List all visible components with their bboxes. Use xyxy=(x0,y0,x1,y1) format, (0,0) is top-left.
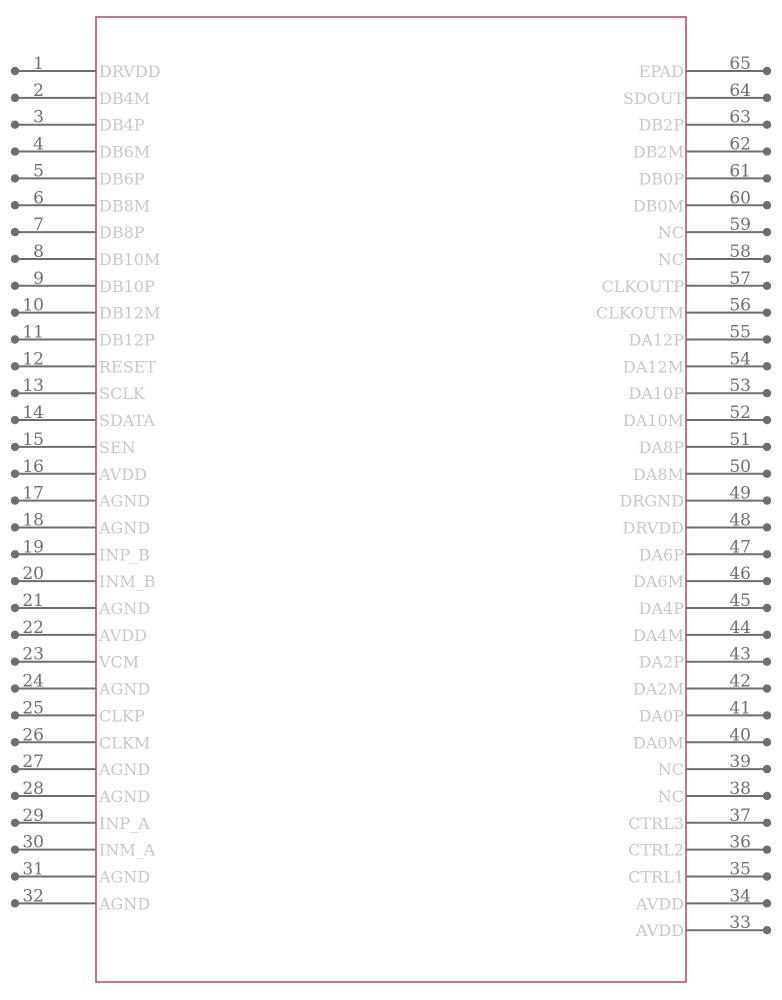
pin-endpoint-dot xyxy=(11,604,19,612)
pin-endpoint-dot xyxy=(11,94,19,102)
pin-number: 61 xyxy=(729,161,751,182)
pin-2 xyxy=(11,81,150,108)
pin-name: DB0P xyxy=(638,169,684,189)
pin-name: DA2M xyxy=(633,679,684,699)
pin-name: AGND xyxy=(99,518,151,538)
pin-55 xyxy=(628,323,771,350)
pin-38 xyxy=(658,779,771,806)
pin-endpoint-dot xyxy=(11,819,19,827)
pin-endpoint-dot xyxy=(763,362,771,370)
pin-number: 34 xyxy=(729,886,751,907)
pin-endpoint-dot xyxy=(11,550,19,558)
pin-endpoint-dot xyxy=(763,711,771,719)
pin-number: 28 xyxy=(22,778,44,799)
pin-7 xyxy=(11,215,145,242)
pin-44 xyxy=(633,618,771,645)
pin-endpoint-dot xyxy=(763,201,771,209)
pin-26 xyxy=(11,725,150,752)
pin-number: 14 xyxy=(22,403,44,424)
pin-endpoint-dot xyxy=(763,845,771,853)
pin-name: VCM xyxy=(99,652,140,672)
pin-53 xyxy=(628,376,771,403)
pin-35 xyxy=(628,860,771,887)
pin-name: INP_A xyxy=(99,813,150,833)
pin-endpoint-dot xyxy=(11,308,19,316)
pin-51 xyxy=(639,430,772,457)
pin-number: 4 xyxy=(33,134,44,155)
pin-name: AGND xyxy=(99,867,151,887)
pin-number: 41 xyxy=(729,698,751,719)
pin-name: CLKM xyxy=(99,733,151,753)
pin-endpoint-dot xyxy=(763,631,771,639)
pin-endpoint-dot xyxy=(11,67,19,75)
pin-endpoint-dot xyxy=(11,470,19,478)
pin-name: NC xyxy=(657,786,684,806)
ic-body-outline xyxy=(96,17,686,982)
pin-number: 37 xyxy=(729,805,751,826)
pin-endpoint-dot xyxy=(763,470,771,478)
pin-54 xyxy=(623,349,771,376)
pin-name: NC xyxy=(657,760,684,780)
pin-number: 35 xyxy=(729,859,751,880)
pin-number: 38 xyxy=(729,778,751,799)
pin-number: 11 xyxy=(22,322,44,343)
pin-58 xyxy=(658,242,771,269)
pin-name: DA6M xyxy=(633,572,684,592)
pin-25 xyxy=(11,698,145,725)
pin-endpoint-dot xyxy=(11,738,19,746)
pin-endpoint-dot xyxy=(763,523,771,531)
pin-4 xyxy=(11,135,150,162)
pin-endpoint-dot xyxy=(763,443,771,451)
pin-name: DB4P xyxy=(99,115,145,135)
pin-endpoint-dot xyxy=(763,577,771,585)
pin-endpoint-dot xyxy=(763,416,771,424)
pin-name: DA12P xyxy=(628,330,684,350)
pin-name: CTRL1 xyxy=(628,867,684,887)
pin-endpoint-dot xyxy=(11,765,19,773)
pin-31 xyxy=(11,860,150,887)
pin-number: 16 xyxy=(22,456,44,477)
pin-name: DA10M xyxy=(622,411,684,431)
pin-name: AGND xyxy=(99,599,151,618)
pin-endpoint-dot xyxy=(763,819,771,827)
pin-23 xyxy=(11,645,139,672)
pin-name: AGND xyxy=(99,894,151,914)
pin-name: INM_B xyxy=(99,572,156,592)
pin-59 xyxy=(658,215,771,242)
pin-10 xyxy=(11,296,161,323)
pin-endpoint-dot xyxy=(763,738,771,746)
pin-endpoint-dot xyxy=(763,792,771,800)
pin-65 xyxy=(639,54,772,81)
pin-1 xyxy=(11,54,161,81)
pin-name: INM_A xyxy=(99,840,156,860)
pin-24 xyxy=(11,672,150,699)
pin-name: DA8P xyxy=(638,437,684,457)
pin-name: SEN xyxy=(99,437,136,457)
pin-40 xyxy=(633,725,771,752)
pin-endpoint-dot xyxy=(763,389,771,397)
pin-name: AGND xyxy=(99,679,151,699)
pin-number: 54 xyxy=(729,349,751,370)
pin-number: 29 xyxy=(22,805,44,826)
pin-20 xyxy=(11,564,156,591)
pin-endpoint-dot xyxy=(11,711,19,719)
pin-name: DA12M xyxy=(622,357,684,377)
pin-endpoint-dot xyxy=(763,308,771,316)
pin-name: NC xyxy=(657,223,684,243)
pin-number: 8 xyxy=(33,241,44,262)
pin-number: 10 xyxy=(22,295,44,316)
pin-6 xyxy=(11,188,150,215)
pin-number: 6 xyxy=(33,188,44,209)
pin-3 xyxy=(11,108,145,135)
pin-endpoint-dot xyxy=(11,416,19,424)
pin-39 xyxy=(658,752,771,779)
pin-name: DRGND xyxy=(619,491,684,511)
pin-11 xyxy=(11,323,155,350)
pin-27 xyxy=(11,752,150,779)
pin-number: 13 xyxy=(22,376,44,397)
pin-name: CLKP xyxy=(99,706,145,726)
pin-endpoint-dot xyxy=(763,121,771,129)
pin-number: 53 xyxy=(729,376,751,397)
pin-name: AVDD xyxy=(636,894,684,914)
pin-name: DB10M xyxy=(99,249,161,269)
pin-name: RESET xyxy=(99,357,157,377)
pin-22 xyxy=(11,618,147,645)
pin-endpoint-dot xyxy=(763,94,771,102)
left-pin-group xyxy=(11,54,161,913)
pin-number: 57 xyxy=(729,268,751,289)
pin-43 xyxy=(639,645,772,672)
pin-9 xyxy=(11,269,155,296)
pin-name: SDOUT xyxy=(622,88,684,108)
pin-endpoint-dot xyxy=(763,899,771,907)
pin-number: 62 xyxy=(729,134,751,155)
pin-endpoint-dot xyxy=(11,255,19,263)
pin-endpoint-dot xyxy=(763,604,771,612)
pin-endpoint-dot xyxy=(11,389,19,397)
pin-name: AGND xyxy=(99,786,151,806)
pin-46 xyxy=(633,564,771,591)
pin-name: DA4M xyxy=(633,625,684,645)
pin-32 xyxy=(11,886,150,913)
pin-19 xyxy=(11,537,150,564)
pin-number: 56 xyxy=(729,295,751,316)
pin-number: 48 xyxy=(729,510,751,531)
pin-34 xyxy=(635,886,771,913)
pin-15 xyxy=(11,430,136,457)
pin-endpoint-dot xyxy=(11,658,19,666)
pin-61 xyxy=(638,161,771,188)
pin-name: DA6P xyxy=(638,545,684,565)
pin-number: 9 xyxy=(33,268,44,289)
pin-13 xyxy=(11,376,146,403)
pin-name: DA2P xyxy=(638,652,684,672)
pin-17 xyxy=(11,484,150,511)
pin-number: 18 xyxy=(22,510,44,531)
pin-name: EPAD xyxy=(638,62,684,81)
pin-number: 52 xyxy=(729,403,751,424)
pin-endpoint-dot xyxy=(11,523,19,531)
pin-name: DB12P xyxy=(99,330,155,350)
pin-endpoint-dot xyxy=(11,496,19,504)
pin-endpoint-dot xyxy=(11,845,19,853)
pin-number: 26 xyxy=(22,725,44,746)
pin-name: DB2M xyxy=(632,142,684,162)
pin-62 xyxy=(633,135,771,162)
pin-number: 24 xyxy=(22,671,44,692)
pin-36 xyxy=(628,833,771,860)
pin-name: DA0M xyxy=(633,733,684,753)
pin-name: DB6P xyxy=(99,169,145,189)
pin-47 xyxy=(639,537,772,564)
pin-number: 23 xyxy=(22,644,44,665)
pin-number: 22 xyxy=(22,617,44,638)
pin-endpoint-dot xyxy=(763,550,771,558)
pin-name: CTRL2 xyxy=(628,840,684,860)
pin-endpoint-dot xyxy=(763,255,771,263)
pin-name: DB6M xyxy=(99,142,151,162)
pin-42 xyxy=(633,672,771,699)
pin-endpoint-dot xyxy=(763,282,771,290)
pin-name: AGND xyxy=(99,491,151,511)
pin-endpoint-dot xyxy=(11,899,19,907)
pin-name: SDATA xyxy=(99,411,155,431)
pin-endpoint-dot xyxy=(11,684,19,692)
pin-number: 49 xyxy=(729,483,751,504)
pin-number: 44 xyxy=(729,617,751,638)
pin-name: DB0M xyxy=(632,196,684,216)
pin-28 xyxy=(11,779,150,806)
pin-name: DB10P xyxy=(99,276,155,296)
pin-number: 43 xyxy=(729,644,751,665)
pin-18 xyxy=(11,510,150,537)
pin-endpoint-dot xyxy=(763,496,771,504)
pin-endpoint-dot xyxy=(763,335,771,343)
pin-endpoint-dot xyxy=(11,443,19,451)
pin-name: DB2P xyxy=(638,115,684,135)
pin-number: 12 xyxy=(22,349,44,370)
pin-number: 65 xyxy=(729,54,751,74)
pin-41 xyxy=(639,698,772,725)
pin-number: 45 xyxy=(729,591,751,611)
pin-endpoint-dot xyxy=(763,765,771,773)
pin-29 xyxy=(11,806,150,833)
pin-number: 19 xyxy=(22,537,44,558)
pin-endpoint-dot xyxy=(11,147,19,155)
pin-endpoint-dot xyxy=(11,631,19,639)
pin-number: 20 xyxy=(22,564,44,585)
pin-name: NC xyxy=(657,249,684,269)
pin-endpoint-dot xyxy=(11,201,19,209)
pin-name: CLKOUTM xyxy=(595,303,684,323)
pin-endpoint-dot xyxy=(11,577,19,585)
pin-number: 55 xyxy=(729,322,751,343)
pin-number: 64 xyxy=(729,80,751,101)
pin-number: 40 xyxy=(729,725,751,746)
pin-endpoint-dot xyxy=(763,926,771,934)
pin-endpoint-dot xyxy=(11,121,19,129)
pin-number: 50 xyxy=(729,456,751,477)
pin-name: DA10P xyxy=(628,384,684,404)
pin-endpoint-dot xyxy=(11,792,19,800)
pin-16 xyxy=(11,457,147,484)
pin-endpoint-dot xyxy=(763,147,771,155)
pin-number: 1 xyxy=(33,54,44,74)
pin-number: 51 xyxy=(729,429,751,450)
pin-endpoint-dot xyxy=(763,228,771,236)
pin-name: CLKOUTP xyxy=(601,276,684,296)
pin-endpoint-dot xyxy=(11,335,19,343)
pin-name: DB12M xyxy=(99,303,161,323)
pin-5 xyxy=(11,161,145,188)
pin-endpoint-dot xyxy=(763,658,771,666)
pin-number: 42 xyxy=(729,671,751,692)
pin-number: 30 xyxy=(22,832,44,853)
pin-50 xyxy=(633,457,771,484)
pin-45 xyxy=(639,591,772,618)
pin-52 xyxy=(623,403,771,430)
pin-number: 27 xyxy=(22,752,44,773)
pin-name: INP_B xyxy=(99,545,150,565)
pin-name: DB8P xyxy=(99,223,145,243)
pin-name: DA8M xyxy=(633,464,684,484)
pin-number: 47 xyxy=(729,537,751,558)
pin-63 xyxy=(638,108,771,135)
pin-number: 3 xyxy=(33,107,44,128)
pin-number: 46 xyxy=(729,564,751,585)
pin-number: 2 xyxy=(33,80,44,101)
pin-endpoint-dot xyxy=(11,872,19,880)
pin-name: SCLK xyxy=(99,384,145,404)
pin-14 xyxy=(11,403,155,430)
pin-number: 21 xyxy=(22,591,44,611)
pin-48 xyxy=(622,510,771,537)
pin-number: 58 xyxy=(729,241,751,262)
pin-number: 63 xyxy=(729,107,751,128)
pin-number: 7 xyxy=(33,215,44,236)
pin-name: DRVDD xyxy=(622,518,684,538)
pin-name: AVDD xyxy=(636,921,684,941)
pin-number: 32 xyxy=(22,886,44,907)
pin-number: 36 xyxy=(729,832,751,853)
pin-name: DRVDD xyxy=(99,62,161,81)
pin-endpoint-dot xyxy=(763,872,771,880)
pin-number: 59 xyxy=(729,215,751,236)
pin-number: 33 xyxy=(729,913,751,934)
pin-name: AGND xyxy=(99,760,151,780)
pin-number: 60 xyxy=(729,188,751,209)
pin-endpoint-dot xyxy=(11,282,19,290)
pin-60 xyxy=(633,188,771,215)
pin-endpoint-dot xyxy=(11,362,19,370)
pin-21 xyxy=(11,591,150,618)
pin-number: 25 xyxy=(22,698,44,719)
pin-49 xyxy=(620,484,772,511)
pin-64 xyxy=(623,81,771,108)
pin-name: DA0P xyxy=(638,706,684,726)
pin-number: 15 xyxy=(22,429,44,450)
pin-37 xyxy=(628,806,771,833)
pin-56 xyxy=(596,296,771,323)
pin-8 xyxy=(11,242,161,269)
pin-name: DA4P xyxy=(638,599,684,618)
pin-endpoint-dot xyxy=(763,684,771,692)
pin-number: 17 xyxy=(22,483,44,504)
pin-endpoint-dot xyxy=(763,174,771,182)
pin-name: AVDD xyxy=(99,625,147,645)
pin-12 xyxy=(11,349,157,376)
pin-endpoint-dot xyxy=(11,228,19,236)
pin-name: AVDD xyxy=(99,464,147,484)
pin-name: DB8M xyxy=(99,196,151,216)
pin-name: CTRL3 xyxy=(628,813,684,833)
pin-endpoint-dot xyxy=(11,174,19,182)
pin-name: DB4M xyxy=(99,88,151,108)
pin-30 xyxy=(11,833,156,860)
pin-33 xyxy=(635,913,771,940)
pin-number: 39 xyxy=(729,752,751,773)
right-pin-group xyxy=(596,54,771,940)
pin-number: 5 xyxy=(33,161,44,182)
pin-endpoint-dot xyxy=(763,67,771,75)
pin-number: 31 xyxy=(22,859,44,880)
